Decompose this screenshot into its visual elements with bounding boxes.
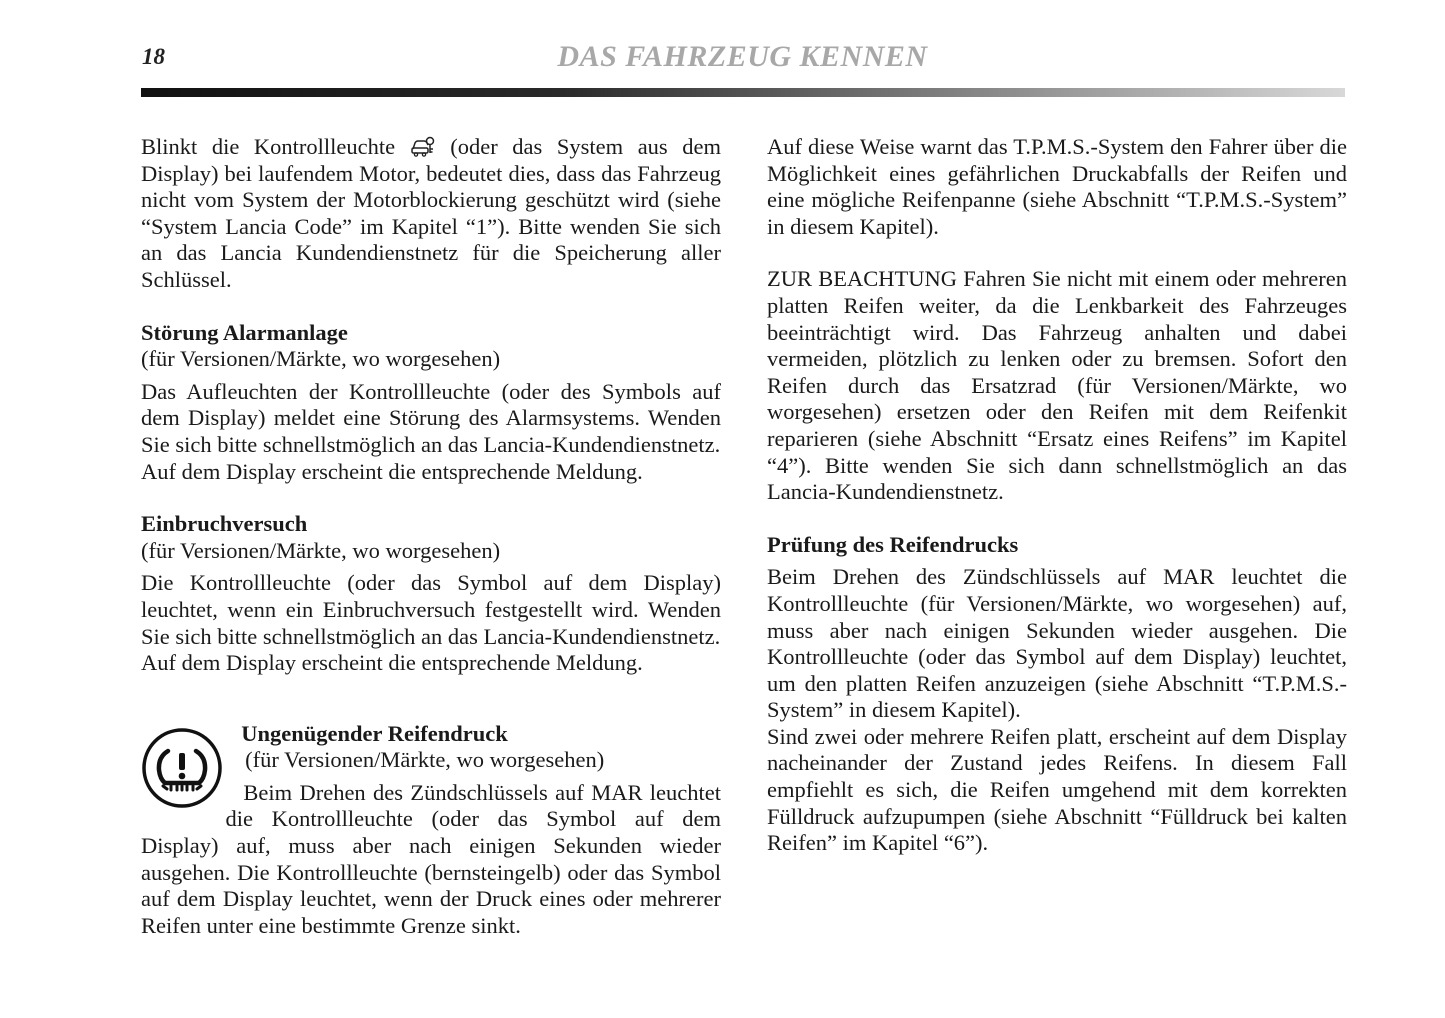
- alarm-subheading: (für Versionen/Märkte, wo worgesehen): [141, 346, 501, 372]
- alarm-body-2: Auf dem Display erscheint die entsprechende Meldung.: [141, 458, 643, 484]
- intrusion-subheading: (für Versionen/Märkte, wo worgesehen): [141, 537, 501, 563]
- intro-text-rest: (oder das System aus dem Display) bei laufendem Motor, bedeutet dies, dass das Fahrzeug nicht vom System der Motorblockierung geschützt wird (siehe “System Lancia Code” im Kapitel “1”). Bitte wenden Sie sich an das Lancia Kundendienstnetz für die Speicherung aller Schlüssel.: [141, 134, 722, 292]
- tpms-info-paragraph: Auf diese Weise warnt das T.P.M.S.-System den Fahrer über die Möglichkeit eines gefährlichen Druckabfalls der Reifen und eine mögliche Reifenpanne (siehe Abschnitt “T.P.M.S.-System” in diesem Kapitel).: [767, 134, 1347, 239]
- tpms-section: [141, 721, 721, 940]
- check-heading: Prüfung des Reifendrucks: [767, 531, 1019, 557]
- tpms-heading: Ungenügender Reifendruck: [241, 720, 508, 746]
- header-rule: [141, 88, 1345, 97]
- right-column: [767, 134, 1347, 857]
- intro-paragraph: [141, 134, 721, 294]
- page-number: 18: [142, 44, 165, 69]
- alarm-heading: Störung Alarmanlage: [141, 319, 348, 345]
- tpms-subheading: (für Versionen/Märkte, wo worgesehen): [245, 747, 605, 773]
- left-column: [141, 134, 721, 939]
- tpms-warning-icon: [141, 727, 223, 809]
- intrusion-body-2: Auf dem Display erscheint die entsprechende Meldung.: [141, 650, 643, 676]
- warning-paragraph: ZUR BEACHTUNG Fahren Sie nicht mit einem oder mehreren platten Reifen weiter, da die Lenkbarkeit des Fahrzeuges beeinträchtigt wird. Das Fahrzeug anhalten und dabei vermeiden, plötzlich zu lenken oder zu bremsen. Sofort den Reifen durch das Ersatzrad (für Versionen/Märkte, wo worgesehen) ersetzen oder den Reifen mit dem Reifenkit reparieren (siehe Abschnitt “Ersatz eines Reifens” im Kapitel “4”). Bitte wenden Sie sich dann schnellstmöglich an das Lancia-Kundendienstnetz.: [767, 266, 1347, 505]
- tpms-body: Beim Drehen des Zündschlüssels auf MAR leuchtet die Kontrollleuchte (oder das Symbol auf dem Display) auf, muss aber nach einigen Sekunden wieder ausgehen. Die Kontrollleuchte (bernsteingelb) oder das Symbol auf dem Display leuchtet, wenn der Druck eines oder mehrerer Reifen unter eine bestimmte Grenze sinkt.: [141, 779, 721, 938]
- running-head: DAS FAHRZEUG KENNEN: [557, 40, 928, 73]
- check-body-2: Sind zwei oder mehrere Reifen platt, erscheint auf dem Display nacheinander der Zustand jedes Reifens. In diesem Fall empfiehlt es sich, die Reifen umgehend mit dem korrekten Fülldruck aufzupumpen (siehe Abschnitt “Fülldruck bei kalten Reifen” im Kapitel “6”).: [767, 723, 1347, 856]
- intrusion-body: Die Kontrollleuchte (oder das Symbol auf dem Display) leuchtet, wenn ein Einbruchversuch festgestellt wird. Wenden Sie sich bitte schnellstmöglich an das Lancia-Kundendienstnetz.: [141, 570, 721, 649]
- intro-text-start: Blinkt die Kontrollleuchte: [141, 134, 396, 159]
- check-body: Beim Drehen des Zündschlüssels auf MAR leuchtet die Kontrollleuchte (für Versionen/Märkte, wo worgesehen) auf, muss aber nach einigen Sekunden wieder ausgehen. Die Kontrollleuchte (oder das Symbol auf dem Display) leuchtet, um den platten Reifen anzuzeigen (siehe Abschnitt “T.P.M.S.-System” in diesem Kapitel).: [767, 564, 1347, 723]
- tpms-text: [141, 721, 721, 940]
- intrusion-heading: Einbruchversuch: [141, 511, 308, 537]
- car-key-warning-icon: [410, 135, 436, 157]
- alarm-body: Das Aufleuchten der Kontrollleuchte (oder des Symbols auf dem Display) meldet eine Störung des Alarmsystems. Wenden Sie sich bitte schnellstmöglich an das Lancia-Kundendienstnetz.: [141, 378, 721, 457]
